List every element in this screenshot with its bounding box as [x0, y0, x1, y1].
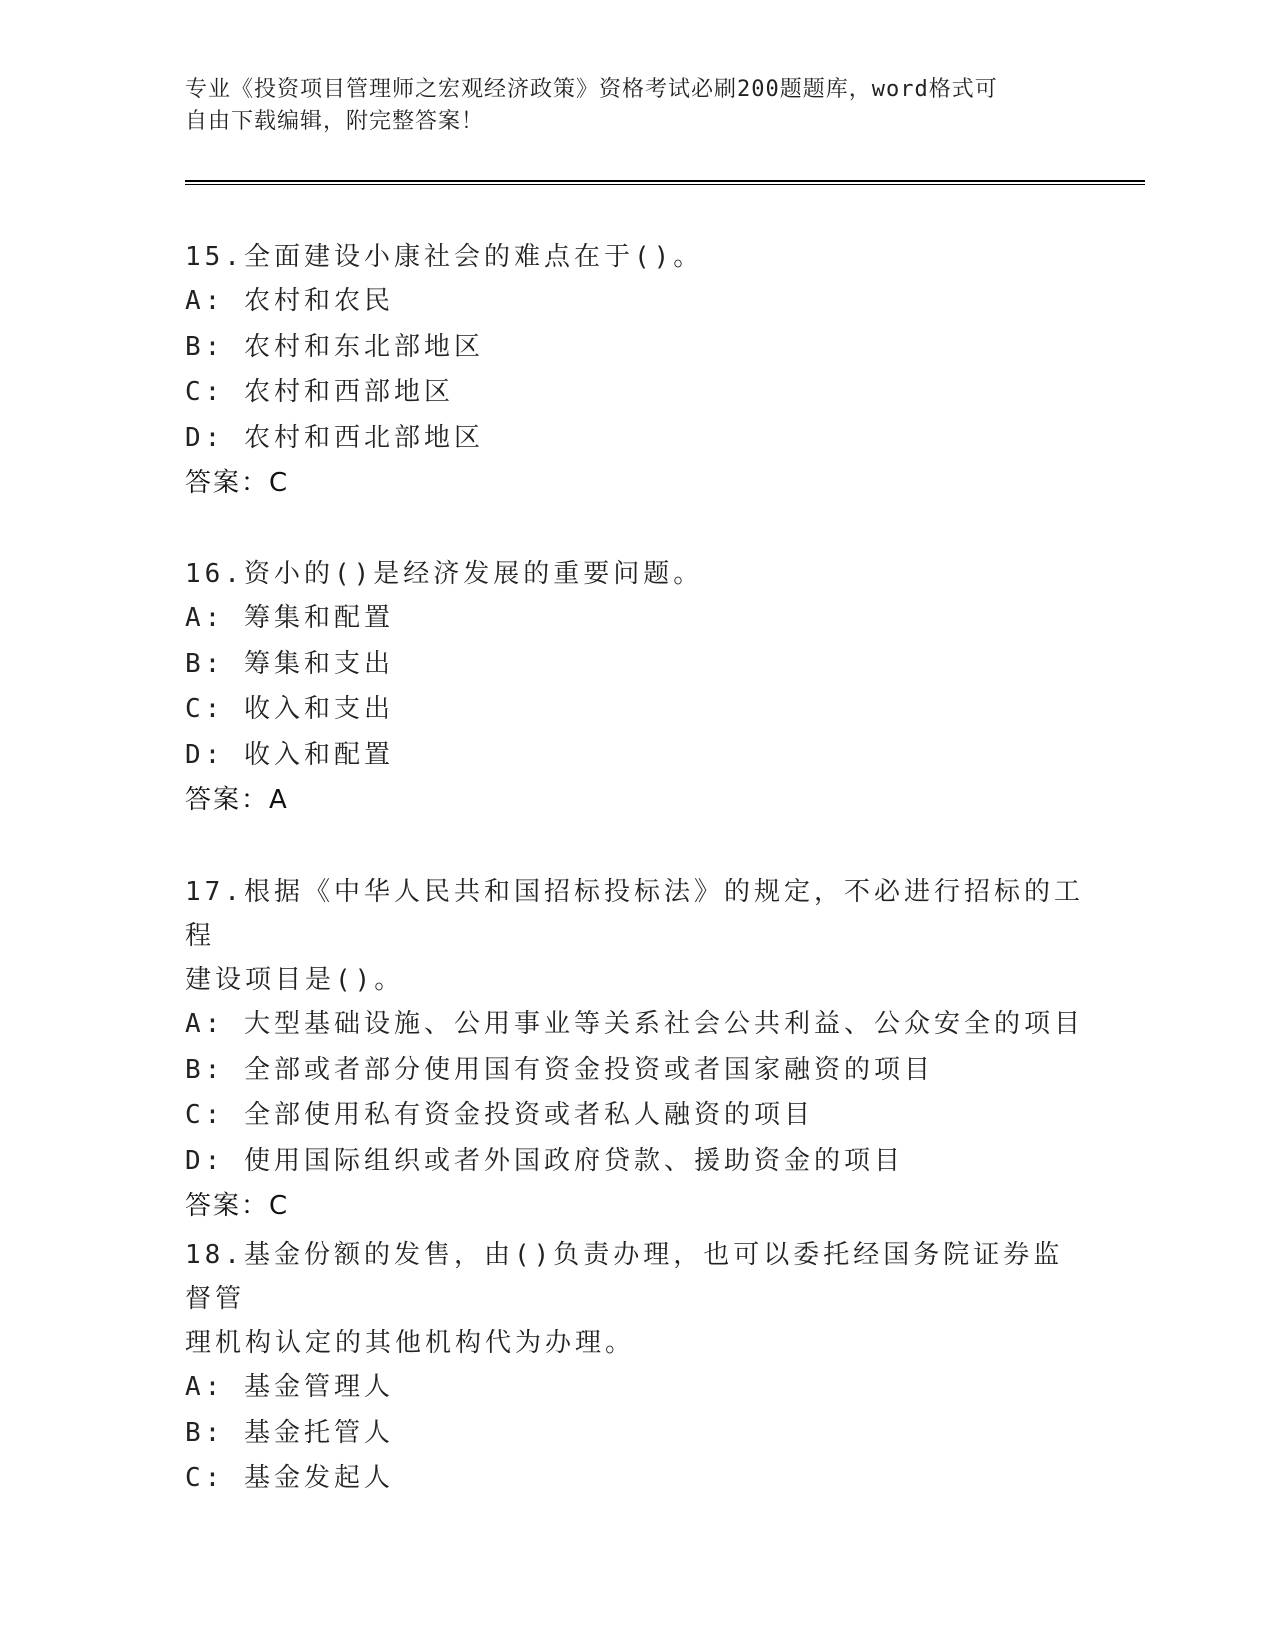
answer: 答案：C	[185, 468, 290, 498]
question-16	[185, 552, 1085, 822]
option-d: D: 使用国际组织或者外国政府贷款、援助资金的项目	[185, 1145, 904, 1176]
option-c: C: 基金发起人	[185, 1463, 394, 1493]
option-c: C: 全部使用私有资金投资或者私人融资的项目	[185, 1100, 814, 1130]
document-header	[185, 74, 1085, 138]
question-18	[185, 1233, 1085, 1502]
header-line-2: 自由下载编辑，附完整答案！	[185, 109, 485, 134]
question-text: 16.资小的()是经济发展的重要问题。	[185, 559, 704, 589]
question-text: 15.全面建设小康社会的难点在于()。	[185, 242, 704, 272]
option-b: B: 全部或者部分使用国有资金投资或者国家融资的项目	[185, 1054, 934, 1085]
option-b: B: 基金托管人	[185, 1417, 394, 1448]
option-a: A: 筹集和配置	[185, 603, 394, 633]
option-a: A: 基金管理人	[185, 1372, 394, 1402]
header-line-1: 专业《投资项目管理师之宏观经济政策》资格考试必刷200题题库，word格式可	[185, 77, 998, 102]
question-text-line-2: 理机构认定的其他机构代为办理。	[185, 1328, 636, 1358]
option-d: D: 农村和西北部地区	[185, 422, 484, 453]
header-divider-thick	[185, 180, 1145, 182]
answer: 答案：C	[185, 1191, 290, 1221]
option-b: B: 筹集和支出	[185, 648, 394, 679]
option-d: D: 收入和配置	[185, 739, 394, 770]
question-17	[185, 870, 1085, 1228]
question-text-line-1: 17.根据《中华人民共和国招标投标法》的规定，不必进行招标的工程	[185, 877, 1084, 951]
option-c: C: 农村和西部地区	[185, 377, 454, 407]
header-divider-thin	[185, 184, 1145, 185]
answer: 答案：A	[185, 785, 289, 815]
option-a: A: 农村和农民	[185, 286, 394, 316]
question-text-line-1: 18.基金份额的发售，由()负责办理，也可以委托经国务院证券监督管	[185, 1240, 1064, 1314]
option-b: B: 农村和东北部地区	[185, 331, 484, 362]
option-c: C: 收入和支出	[185, 694, 394, 724]
question-15	[185, 235, 1085, 505]
option-a: A: 大型基础设施、公用事业等关系社会公共利益、公众安全的项目	[185, 1009, 1084, 1039]
question-text-line-2: 建设项目是()。	[185, 965, 405, 995]
